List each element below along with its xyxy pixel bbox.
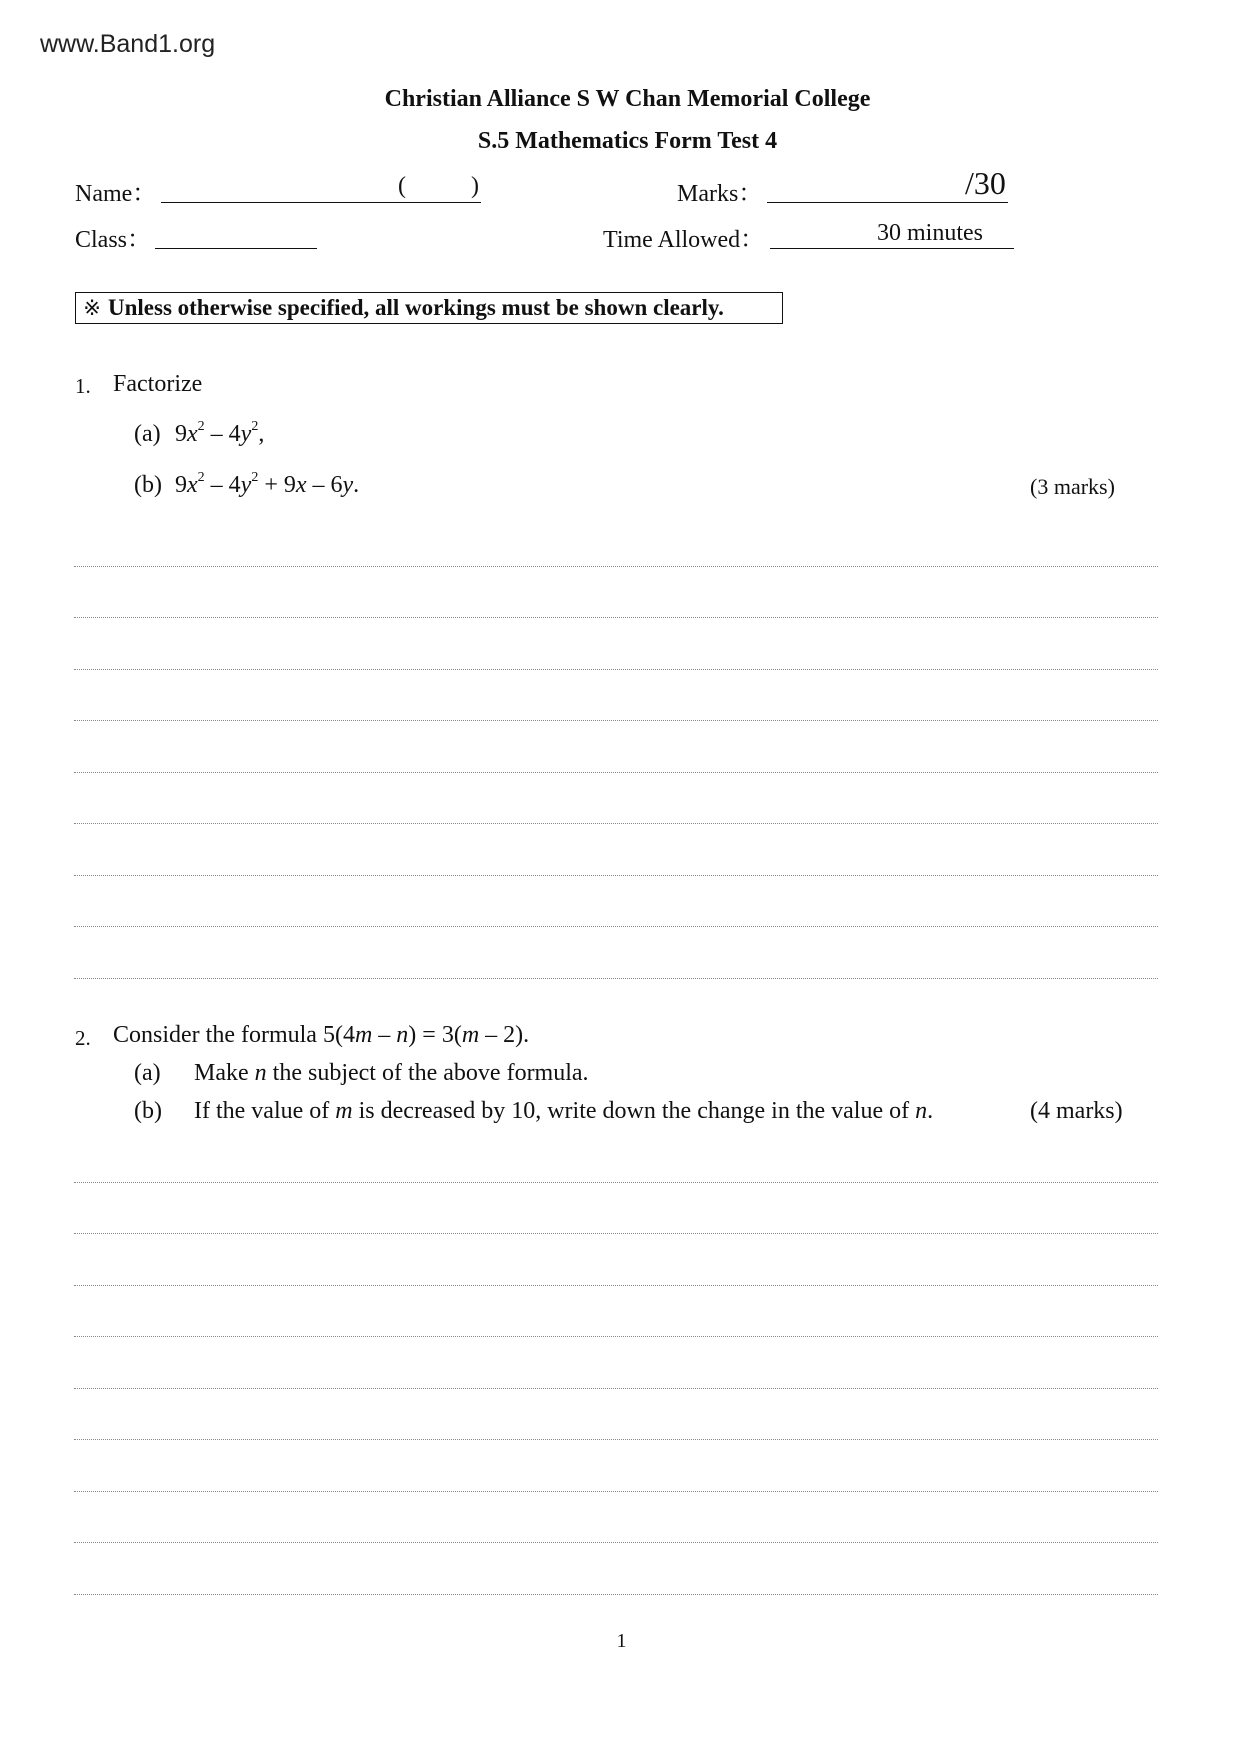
page-number: 1 xyxy=(616,1630,627,1652)
answer-line[interactable] xyxy=(74,1594,1158,1595)
class-number-open-paren: ( xyxy=(398,173,406,199)
answer-line[interactable] xyxy=(74,978,1158,979)
question-2a-text: Make n the subject of the above formula. xyxy=(194,1060,589,1086)
school-name: Christian Alliance S W Chan Memorial College xyxy=(384,86,871,112)
answer-line[interactable] xyxy=(74,926,1158,927)
time-allowed-value: 30 minutes xyxy=(877,220,983,246)
answer-line[interactable] xyxy=(74,1491,1158,1492)
answer-line[interactable] xyxy=(74,1388,1158,1389)
question-2-prompt: Consider the formula 5(4m – n) = 3(m – 2). xyxy=(113,1022,530,1048)
notice-text: Unless otherwise specified, all workings must be shown clearly. xyxy=(108,295,724,320)
reference-mark-icon: ※ xyxy=(83,296,101,320)
answer-line[interactable] xyxy=(74,566,1158,567)
question-1b-expression: $9x^2 - 4y^2 + 9x - 6y$. xyxy=(175,470,360,498)
question-1b-label: (b) xyxy=(134,472,162,498)
site-watermark: www.Band1.org xyxy=(40,30,216,58)
class-field[interactable] xyxy=(155,218,317,249)
instructions-notice xyxy=(75,292,783,324)
name-field[interactable] xyxy=(161,172,481,203)
question-2b-text: If the value of m is decreased by 10, write down the change in the value of n. xyxy=(194,1098,934,1124)
answer-line[interactable] xyxy=(74,875,1158,876)
answer-line[interactable] xyxy=(74,669,1158,670)
question-1-prompt: Factorize xyxy=(113,371,203,397)
time-allowed-label: Time Allowed： xyxy=(603,227,765,253)
question-2b-label: (b) xyxy=(134,1098,162,1124)
marks-total: /30 xyxy=(965,165,1006,201)
answer-line[interactable] xyxy=(74,1233,1158,1234)
question-1-marks: (3 marks) xyxy=(1030,474,1115,499)
marks-label: Marks： xyxy=(677,181,763,207)
test-title: S.5 Mathematics Form Test 4 xyxy=(477,128,778,154)
answer-line[interactable] xyxy=(74,772,1158,773)
answer-line[interactable] xyxy=(74,1285,1158,1286)
name-label: Name： xyxy=(75,181,157,207)
class-number-close-paren: ) xyxy=(471,173,479,199)
question-1-number: 1. xyxy=(75,374,91,398)
answer-line[interactable] xyxy=(74,1182,1158,1183)
class-label: Class： xyxy=(75,227,152,253)
question-2-marks: (4 marks) xyxy=(1030,1098,1123,1124)
question-2-number: 2. xyxy=(75,1026,91,1050)
answer-line[interactable] xyxy=(74,823,1158,824)
answer-line[interactable] xyxy=(74,1336,1158,1337)
question-1a-label: (a) xyxy=(134,421,161,447)
answer-line[interactable] xyxy=(74,720,1158,721)
answer-line[interactable] xyxy=(74,1439,1158,1440)
answer-line[interactable] xyxy=(74,617,1158,618)
answer-line[interactable] xyxy=(74,1542,1158,1543)
question-2a-label: (a) xyxy=(134,1060,161,1086)
question-1a-expression: $9x^2 - 4y^2$, xyxy=(175,419,265,447)
